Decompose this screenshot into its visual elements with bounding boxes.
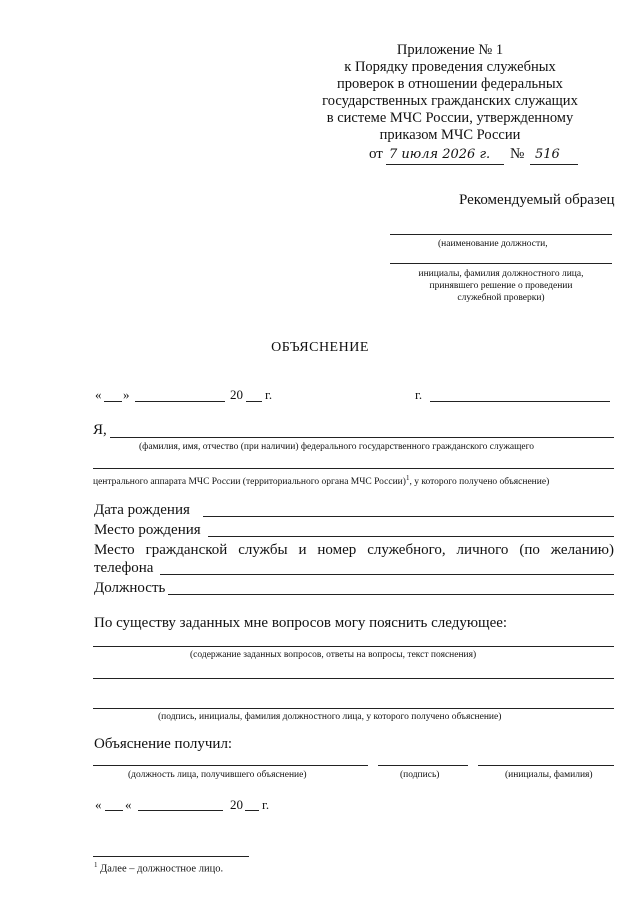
position-label: Должность <box>94 580 166 596</box>
phone-label: телефона <box>94 560 154 576</box>
received-signature-line[interactable] <box>378 765 468 766</box>
handwritten-number: 516 <box>535 147 560 162</box>
received-label: Объяснение получил: <box>94 736 233 752</box>
received-signature-caption: (подпись) <box>400 770 440 780</box>
year-prefix: 20 <box>230 387 243 402</box>
position-field[interactable] <box>168 594 614 595</box>
birth-place-field[interactable] <box>208 536 614 537</box>
org-caption: центрального аппарата МЧС России (территориального органа МЧС России)$^1$, у которого получено объяснение) <box>93 474 550 488</box>
addressee-line-1 <box>390 234 612 235</box>
received-name-caption: (инициалы, фамилия) <box>505 770 593 780</box>
footnote-mark: 1 <box>94 861 98 869</box>
received-position-caption: (должность лица, получившего объяснение) <box>128 770 307 780</box>
header-line-5: в системе МЧС России, утвержденному <box>326 110 574 126</box>
number-prefix: № <box>510 146 525 162</box>
bottom-year-suffix: г. <box>262 797 270 812</box>
header-line-1: Приложение № 1 <box>396 42 504 58</box>
birth-date-label: Дата рождения <box>94 502 190 518</box>
bottom-date-open-quote: « <box>95 797 102 812</box>
date-open-quote: « <box>95 387 102 402</box>
birth-date-field[interactable] <box>203 516 614 517</box>
addressee-caption-2b: принявшего решение о проведении <box>429 281 573 291</box>
bottom-year-prefix: 20 <box>230 797 243 812</box>
bottom-year-blank[interactable] <box>245 810 259 811</box>
date-prefix: от <box>369 146 383 162</box>
header-line-6: приказом МЧС России <box>379 127 521 143</box>
received-name-line[interactable] <box>478 765 614 766</box>
header-line-4: государственных гражданских служащих <box>322 93 578 109</box>
explanation-signature-line[interactable] <box>93 708 614 709</box>
footnote <box>94 861 223 875</box>
month-blank[interactable] <box>135 401 225 402</box>
ya-label: Я, <box>93 422 107 438</box>
bottom-date-close-quote: « <box>125 797 132 812</box>
document-title: ОБЪЯСНЕНИЕ <box>271 340 369 355</box>
explanation-content-caption: (содержание заданных вопросов, ответы на вопросы, текст пояснения) <box>190 650 477 660</box>
footnote-text: Далее – должностное лицо. <box>97 863 224 875</box>
addressee-line-2 <box>390 263 612 264</box>
explanation-intro: По существу заданных мне вопросов могу пояснить следующее: <box>94 615 508 631</box>
birth-place-label: Место рождения <box>94 522 201 538</box>
explanation-line-1[interactable] <box>93 646 614 647</box>
bottom-day-blank[interactable] <box>105 810 123 811</box>
year-blank[interactable] <box>246 401 262 402</box>
city-prefix: г. <box>415 387 423 402</box>
date-close-quote: » <box>123 387 130 402</box>
footnote-divider <box>93 856 249 857</box>
number-underline <box>530 164 578 165</box>
recommended-sample-label: Рекомендуемый образец <box>459 192 615 208</box>
date-underline <box>386 164 504 165</box>
handwritten-date: 7 июля 2026 г. <box>389 147 491 162</box>
bottom-month-blank[interactable] <box>138 810 223 811</box>
explanation-signature-caption: (подпись, инициалы, фамилия должностного лица, у которого получено объяснение) <box>158 712 502 722</box>
year-suffix: г. <box>265 387 273 402</box>
city-blank[interactable] <box>430 401 610 402</box>
service-place-label: Место гражданской службы и номер служебного, личного (по желанию) <box>94 542 614 558</box>
fio-caption: (фамилия, имя, отчество (при наличии) федерального государственного гражданского служащего <box>139 442 535 452</box>
addressee-caption-2c: служебной проверки) <box>457 293 545 303</box>
day-blank[interactable] <box>104 401 122 402</box>
explanation-line-2[interactable] <box>93 678 614 679</box>
header-line-3: проверок в отношении федеральных <box>337 76 563 92</box>
phone-field[interactable] <box>160 574 614 575</box>
received-position-line[interactable] <box>93 765 368 766</box>
org-line[interactable] <box>93 468 614 469</box>
fio-line[interactable] <box>110 437 614 438</box>
header-line-2: к Порядку проведения служебных <box>344 59 556 75</box>
addressee-caption-2a: инициалы, фамилия должностного лица, <box>418 269 584 279</box>
addressee-caption-1: (наименование должности, <box>438 239 548 249</box>
